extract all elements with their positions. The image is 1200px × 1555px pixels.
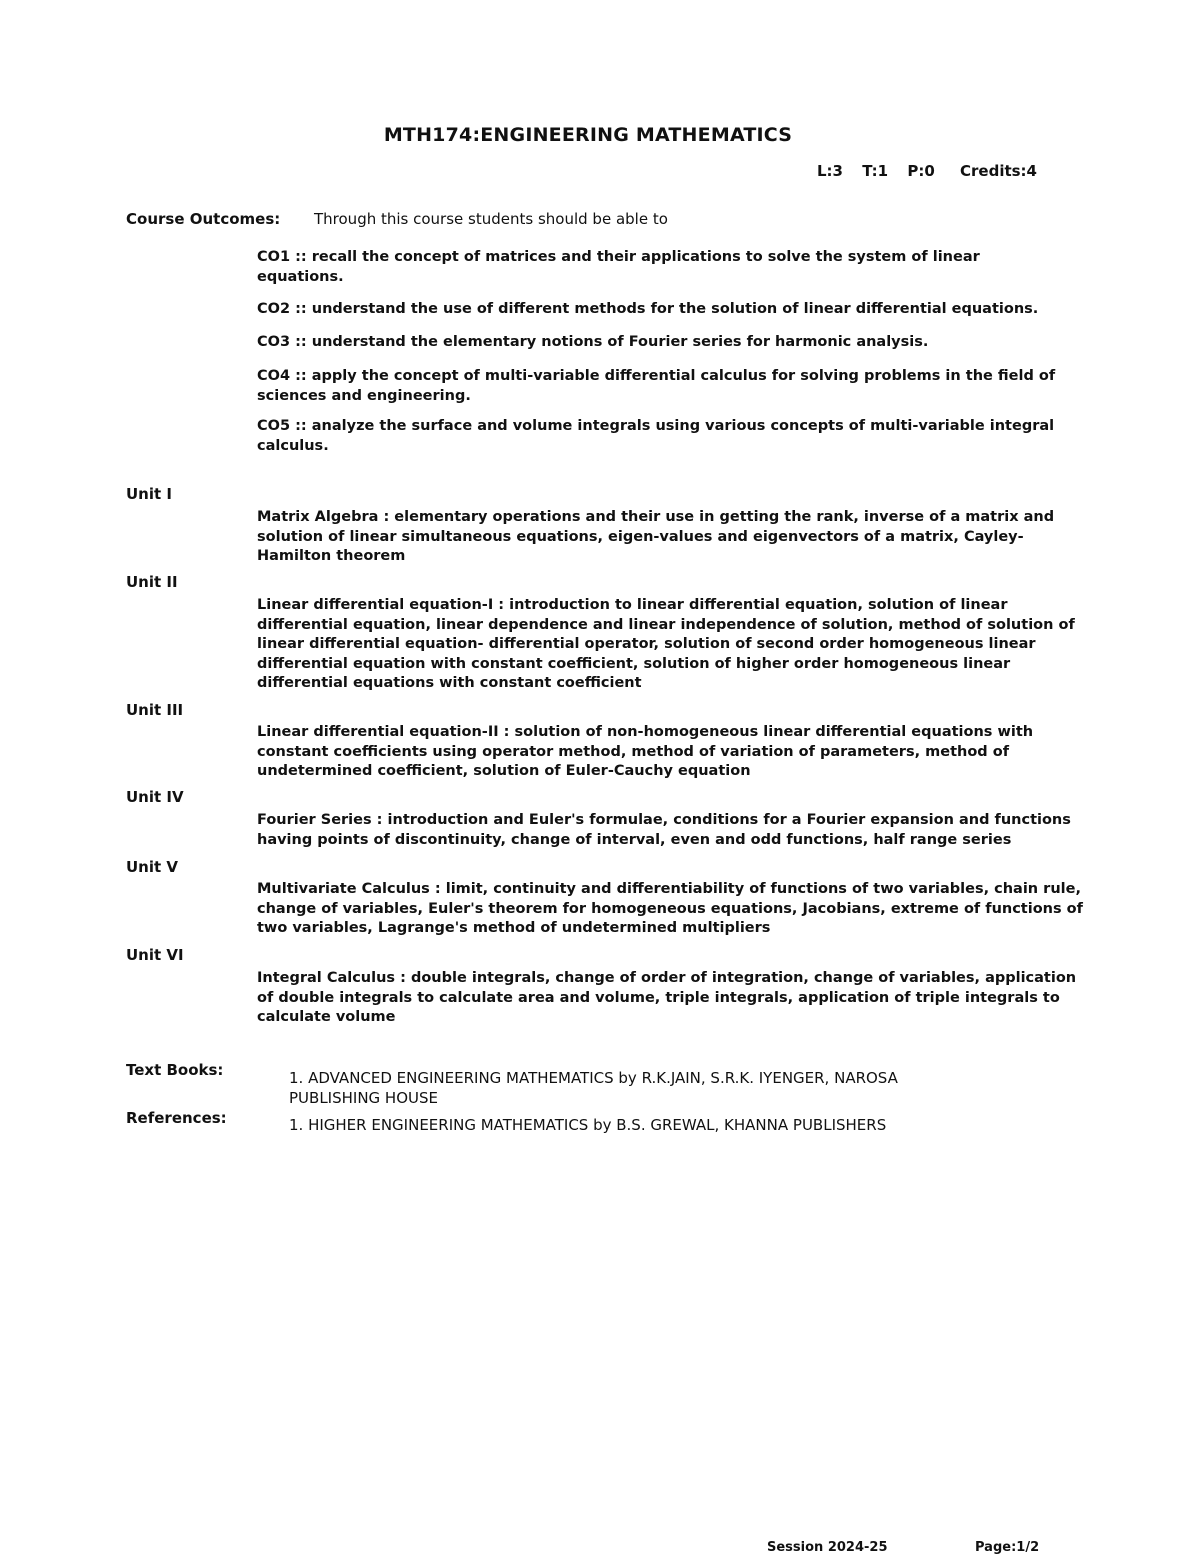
page-title: MTH174:ENGINEERING MATHEMATICS bbox=[383, 124, 793, 146]
course-outcome-5: CO5 :: analyze the surface and volume integrals using various concepts of multi-variable integral calculus. bbox=[257, 418, 1055, 454]
course-outcomes-intro: Through this course students should be able to bbox=[314, 210, 668, 228]
unit-5-text: : limit, continuity and differentiability of functions of two variables, chain rule, change of variables, Euler's theorem for homogeneous equations, Jacobians, extreme of functions of two variables, Lagrange's method of undetermined multipliers bbox=[257, 881, 1083, 936]
footer-session: Session 2024-25 bbox=[767, 1540, 888, 1555]
unit-6-content bbox=[257, 969, 1087, 1028]
course-outcome-2: CO2 :: understand the use of different methods for the solution of linear differential equations. bbox=[257, 301, 1039, 317]
course-outcome-4: CO4 :: apply the concept of multi-variable differential calculus for solving problems in the field of sciences and engineering. bbox=[257, 368, 1056, 404]
course-outcome-3: CO3 :: understand the elementary notions of Fourier series for harmonic analysis. bbox=[257, 334, 929, 350]
unit-6-text: : double integrals, change of order of integration, change of variables, application of double integrals to calculate area and volume, triple integrals, application of triple integrals to calculate volume bbox=[257, 970, 1077, 1025]
unit-2-heading: Linear differential equation-I bbox=[257, 597, 494, 613]
text-books-label: Text Books: bbox=[126, 1061, 224, 1079]
unit-2-text: : introduction to linear differential equation, solution of linear differential equation, linear dependence and linear independence of solution, method of solution of linear differential equation- differential operator, solution of second order homogeneous linear differential equation with constant coefficient, solution of higher order homogeneous linear differential equations with constant coefficient bbox=[257, 597, 1075, 691]
unit-4-content bbox=[257, 811, 1087, 850]
ltp-credits bbox=[817, 162, 1037, 180]
unit-2-content bbox=[257, 596, 1087, 694]
unit-1-heading: Matrix Algebra bbox=[257, 509, 379, 525]
credits: Credits:4 bbox=[960, 162, 1037, 180]
unit-4-text: : introduction and Euler's formulae, conditions for a Fourier expansion and functions having points of discontinuity, change of interval, even and odd functions, half range series bbox=[257, 812, 1071, 848]
unit-5-content bbox=[257, 880, 1087, 939]
unit-1-label: Unit I bbox=[126, 485, 172, 503]
unit-5-label: Unit V bbox=[126, 858, 179, 876]
unit-3-label: Unit III bbox=[126, 701, 184, 719]
course-outcome-1: CO1 :: recall the concept of matrices and their applications to solve the system of linear equations. bbox=[257, 249, 980, 285]
reference-1: 1. HIGHER ENGINEERING MATHEMATICS by B.S. GREWAL, KHANNA PUBLISHERS bbox=[289, 1116, 887, 1134]
lecture-hours: L:3 bbox=[817, 162, 843, 180]
unit-1-text: : elementary operations and their use in getting the rank, inverse of a matrix and solution of linear simultaneous equations, eigen-values and eigenvectors of a matrix, Cayley-Hamilton theorem bbox=[257, 509, 1055, 564]
practical-hours: P:0 bbox=[907, 162, 935, 180]
unit-4-label: Unit IV bbox=[126, 788, 184, 806]
unit-3-heading: Linear differential equation-II bbox=[257, 724, 499, 740]
unit-6-heading: Integral Calculus bbox=[257, 970, 396, 986]
unit-6-label: Unit VI bbox=[126, 946, 184, 964]
unit-5-heading: Multivariate Calculus bbox=[257, 881, 430, 897]
unit-3-text: : solution of non-homogeneous linear differential equations with constant coefficients using operator method, method of variation of parameters, method of undetermined coefficient, solution of Euler-Cauchy equation bbox=[257, 724, 1034, 779]
unit-2-label: Unit II bbox=[126, 573, 178, 591]
unit-3-content bbox=[257, 723, 1087, 782]
unit-1-content bbox=[257, 508, 1087, 567]
text-book-1: 1. ADVANCED ENGINEERING MATHEMATICS by R.K.JAIN, S.R.K. IYENGER, NAROSA PUBLISHING HOUSE bbox=[289, 1069, 898, 1107]
tutorial-hours: T:1 bbox=[862, 162, 889, 180]
unit-4-heading: Fourier Series bbox=[257, 812, 372, 828]
references-label: References: bbox=[126, 1109, 227, 1127]
course-outcomes-label: Course Outcomes: bbox=[126, 210, 281, 228]
footer-page: Page:1/2 bbox=[975, 1540, 1040, 1555]
